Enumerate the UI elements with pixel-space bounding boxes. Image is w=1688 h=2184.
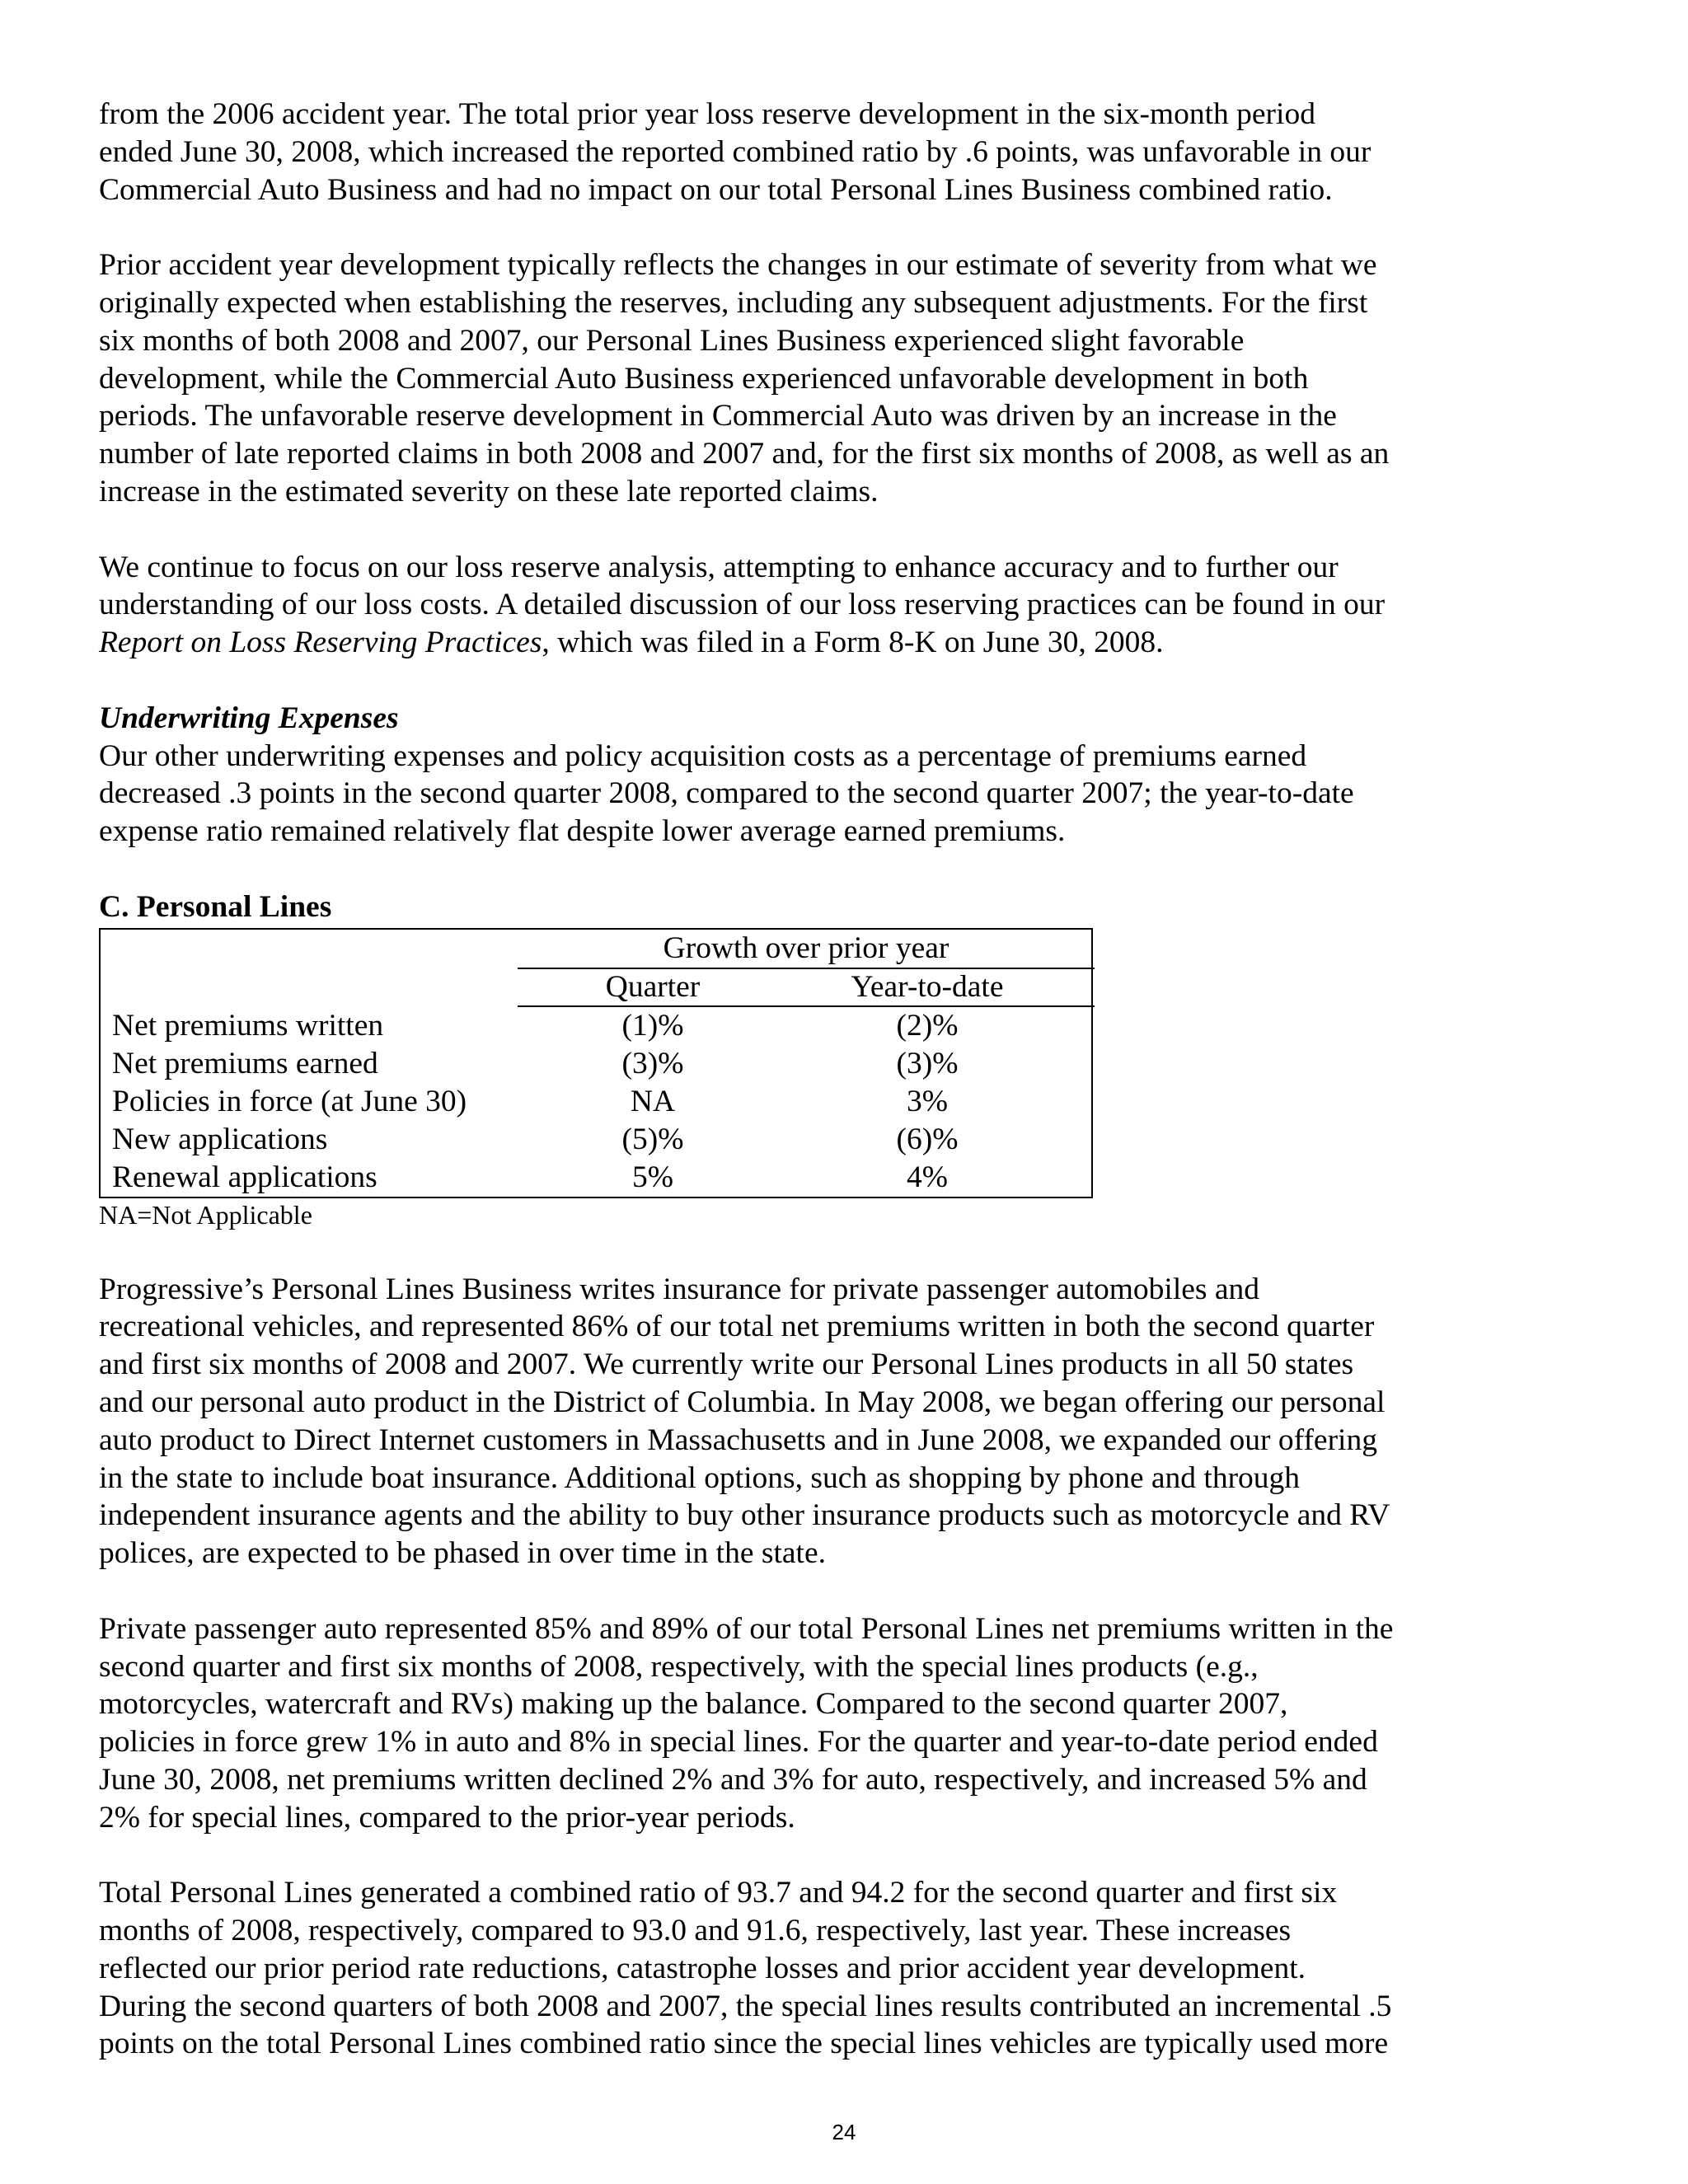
text-line: understanding of our loss costs. A detailed discussion of our loss reserving practices can be found in our <box>99 588 1386 622</box>
cell-quarter: NA <box>630 1084 676 1118</box>
paragraph-combined-ratio <box>99 1874 1500 2063</box>
text-line: During the second quarters of both 2008 and 2007, the special lines results contributed an incremental .5 <box>99 1989 1392 2023</box>
table-footnote: NA=Not Applicable <box>99 1199 312 1230</box>
text-line: Total Personal Lines generated a combined ratio of 93.7 and 94.2 for the second quarter and first six <box>99 1876 1338 1910</box>
paragraph-private-passenger-auto <box>99 1610 1500 1837</box>
paragraph-loss-reserve-analysis <box>99 549 1500 662</box>
text-line: policies in force grew 1% in auto and 8% in special lines. For the quarter and year-to-date period ended <box>99 1725 1378 1760</box>
row-label: Policies in force (at June 30) <box>112 1084 467 1118</box>
row-label: Net premiums earned <box>112 1046 378 1080</box>
table-column-header-row <box>101 968 1091 1007</box>
text-line: months of 2008, respectively, compared to 93.0 and 91.6, respectively, last year. These increases <box>99 1914 1292 1948</box>
table-row <box>101 1045 1091 1083</box>
text-line: recreational vehicles, and represented 86% of our total net premiums written in both the second quarter <box>99 1310 1375 1344</box>
table-row <box>101 1159 1091 1197</box>
cell-year-to-date: 3% <box>907 1084 948 1118</box>
text-line: periods. The unfavorable reserve development in Commercial Auto was driven by an increase in the <box>99 399 1337 434</box>
underwriting-expenses-heading: Underwriting Expenses <box>99 701 399 735</box>
cell-quarter: (1)% <box>621 1008 684 1043</box>
text-line: development, while the Commercial Auto Business experienced unfavorable development in both <box>99 361 1309 396</box>
cell-year-to-date: 4% <box>907 1160 948 1194</box>
personal-lines-growth-table <box>99 928 1093 1198</box>
column-header-year-to-date: Year-to-date <box>851 969 1004 1004</box>
text-line: Private passenger auto represented 85% and 89% of our total Personal Lines net premiums written in the <box>99 1611 1394 1646</box>
text-line: We continue to focus on our loss reserve analysis, attempting to enhance accuracy and to further our <box>99 550 1339 584</box>
row-label: New applications <box>112 1122 328 1156</box>
row-label: Net premiums written <box>112 1008 384 1043</box>
table-group-header-row <box>101 930 1091 968</box>
paragraph-prior-year-development <box>99 96 1500 209</box>
text-line: polices, are expected to be phased in over time in the state. <box>99 1536 826 1571</box>
cell-quarter: 5% <box>632 1160 673 1194</box>
text-line: Progressive’s Personal Lines Business writes insurance for private passenger automobiles and <box>99 1272 1260 1306</box>
text-line: points on the total Personal Lines combined ratio since the special lines vehicles are typically used more <box>99 2027 1389 2061</box>
row-label: Renewal applications <box>112 1160 377 1194</box>
text-line: motorcycles, watercraft and RVs) making up the balance. Compared to the second quarter 2007, <box>99 1687 1288 1722</box>
text-line: in the state to include boat insurance. Additional options, such as shopping by phone and through <box>99 1460 1301 1495</box>
growth-over-prior-year-header: Growth over prior year <box>518 930 1095 969</box>
page-number: 24 <box>832 2120 856 2144</box>
cell-year-to-date: (6)% <box>896 1122 959 1156</box>
paragraph-underwriting-expenses <box>99 738 1500 851</box>
text-line: increase in the estimated severity on these late reported claims. <box>99 474 879 509</box>
text-line: Commercial Auto Business and had no impact on our total Personal Lines Business combined ratio. <box>99 172 1333 207</box>
table-row <box>101 1007 1091 1045</box>
paragraph-accident-year-development <box>99 246 1500 511</box>
cell-quarter: (3)% <box>621 1046 684 1080</box>
text-line: Our other underwriting expenses and policy acquisition costs as a percentage of premiums earned <box>99 738 1307 773</box>
text-line: from the 2006 accident year. The total prior year loss reserve development in the six-month period <box>99 97 1315 131</box>
text-line <box>99 624 1500 662</box>
text-line: decreased .3 points in the second quarter 2008, compared to the second quarter 2007; the year-to-date <box>99 776 1354 811</box>
text-line: and first six months of 2008 and 2007. We currently write our Personal Lines products in all 50 states <box>99 1347 1354 1382</box>
text-line: reflected our prior period rate reductions, catastrophe losses and prior accident year development. <box>99 1951 1306 1985</box>
cell-year-to-date: (3)% <box>896 1046 959 1080</box>
text-line: June 30, 2008, net premiums written declined 2% and 3% for auto, respectively, and increased 5% and <box>99 1762 1367 1797</box>
cell-year-to-date: (2)% <box>896 1008 959 1043</box>
document-page <box>99 96 1500 2063</box>
text-line: six months of both 2008 and 2007, our Personal Lines Business experienced slight favorable <box>99 323 1245 358</box>
column-header-quarter: Quarter <box>605 969 701 1004</box>
text-line-tail: , which was filed in a Form 8-K on June 30, 2008. <box>542 626 1164 660</box>
text-line: 2% for special lines, compared to the prior-year periods. <box>99 1800 795 1835</box>
text-line: auto product to Direct Internet customers in Massachusetts and in June 2008, we expanded our offering <box>99 1422 1377 1457</box>
text-line: independent insurance agents and the ability to buy other insurance products such as motorcycle and RV <box>99 1498 1390 1533</box>
text-line: number of late reported claims in both 2008 and 2007 and, for the first six months of 2008, as well as an <box>99 437 1390 471</box>
paragraph-personal-lines-overview <box>99 1271 1500 1572</box>
section-heading-personal-lines: C. Personal Lines <box>99 889 332 924</box>
text-line: expense ratio remained relatively flat despite lower average earned premiums. <box>99 814 1066 849</box>
table-row <box>101 1121 1091 1159</box>
text-line: second quarter and first six months of 2008, respectively, with the special lines products (e.g., <box>99 1649 1259 1684</box>
table-row <box>101 1083 1091 1121</box>
text-line: ended June 30, 2008, which increased the reported combined ratio by .6 points, was unfavorable in our <box>99 134 1372 169</box>
text-line: Prior accident year development typically reflects the changes in our estimate of severity from what we <box>99 248 1377 283</box>
cell-quarter: (5)% <box>621 1122 684 1156</box>
text-line: originally expected when establishing the reserves, including any subsequent adjustments. For the first <box>99 285 1368 320</box>
text-line: and our personal auto product in the District of Columbia. In May 2008, we began offering our personal <box>99 1385 1386 1419</box>
report-title: Report on Loss Reserving Practices <box>99 626 542 660</box>
